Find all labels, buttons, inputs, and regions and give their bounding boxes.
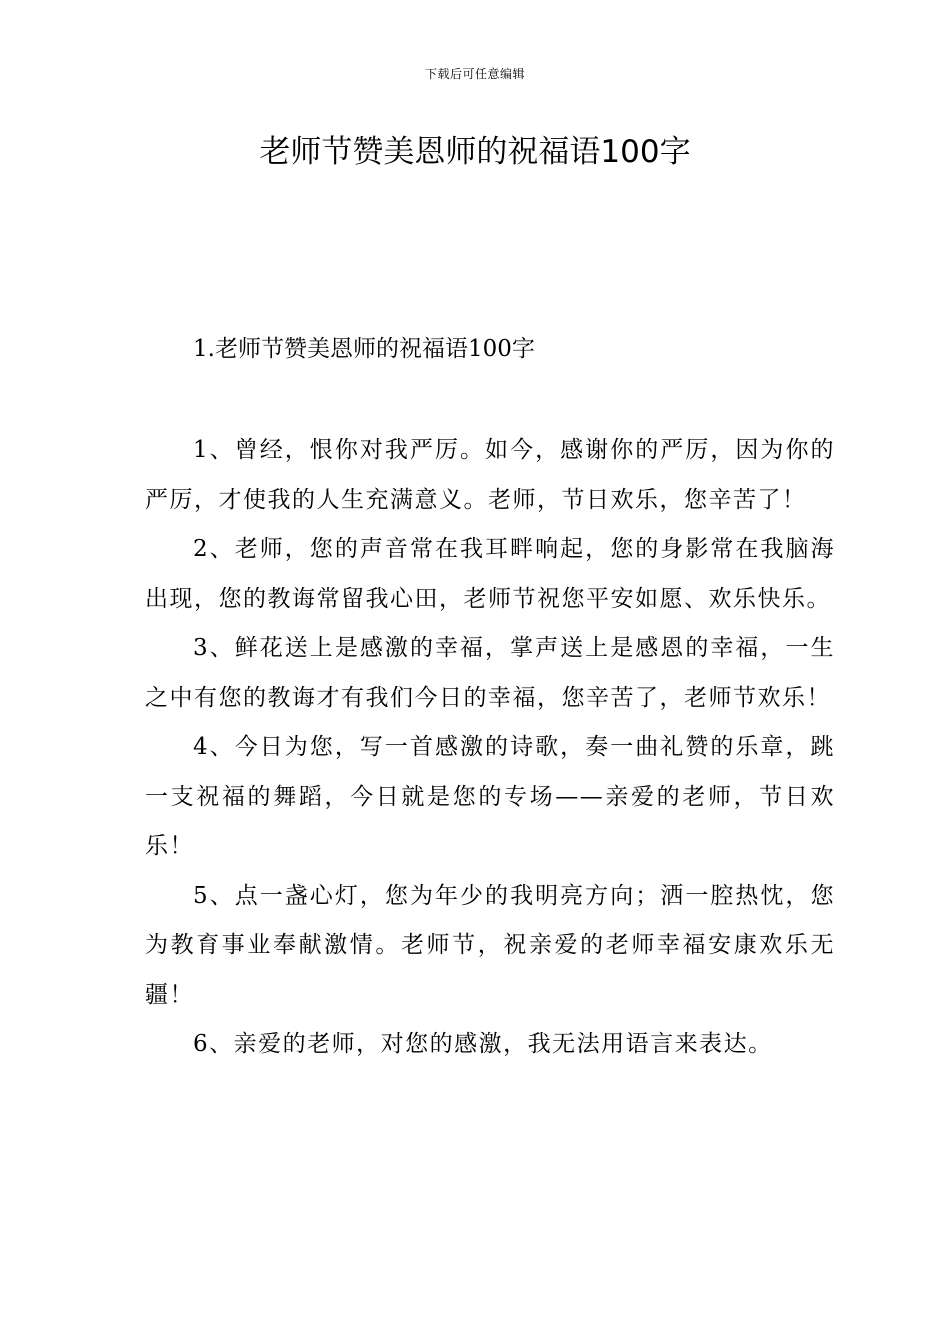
paragraph-5: 5、点一盏心灯，您为年少的我明亮方向；洒一腔热忱，您为教育事业奉献激情。老师节，祝亲爱的老师幸福安康欢乐无疆！: [145, 882, 835, 1008]
header-note: 下载后可任意编辑: [424, 67, 525, 81]
section-heading: 1.老师节赞美恩师的祝福语100字: [193, 336, 535, 362]
paragraph-3: 3、鲜花送上是感激的幸福，掌声送上是感恩的幸福，一生之中有您的教诲才有我们今日的幸福，您辛苦了，老师节欢乐！: [145, 635, 835, 711]
document-body: [145, 426, 835, 1070]
paragraph-4: 4、今日为您，写一首感激的诗歌，奏一曲礼赞的乐章，跳一支祝福的舞蹈，今日就是您的专场——亲爱的老师，节日欢乐！: [145, 734, 835, 859]
paragraph-2: 2、老师，您的声音常在我耳畔响起，您的身影常在我脑海出现，您的教诲常留我心田，老师节祝您平安如愿、欢乐快乐。: [145, 536, 835, 612]
document-title: 老师节赞美恩师的祝福语100字: [259, 134, 691, 170]
paragraph-6: 6、亲爱的老师，对您的感激，我无法用语言来表达。: [193, 1031, 773, 1057]
paragraph-1: 1、曾经，恨你对我严厉。如今，感谢你的严厉，因为你的严厉，才使我的人生充满意义。老师，节日欢乐，您辛苦了！: [145, 437, 835, 513]
